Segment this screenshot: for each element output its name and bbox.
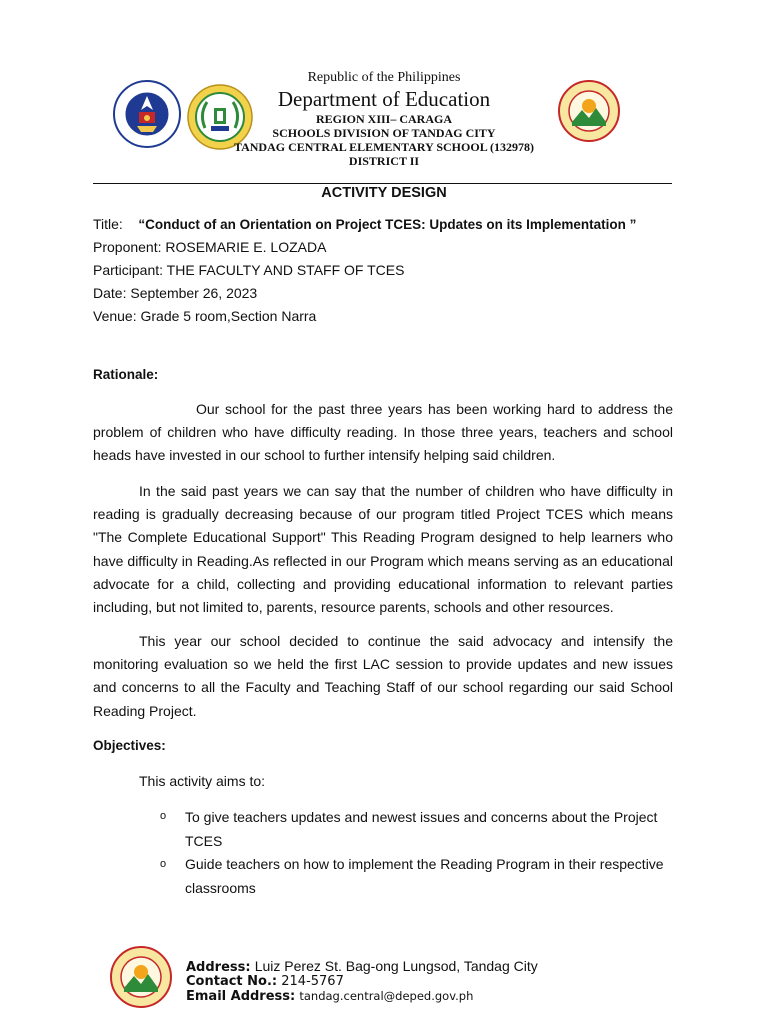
document-heading: ACTIVITY DESIGN	[321, 185, 447, 201]
email-label: Email Address:	[186, 989, 296, 1004]
list-item: Guide teachers on how to implement the Reading Program in their respective classrooms	[185, 856, 664, 896]
footer-contact	[186, 974, 344, 989]
footer-address	[186, 958, 538, 975]
header-district: DISTRICT II	[348, 154, 420, 168]
header-region: REGION XIII– CARAGA	[315, 112, 452, 126]
rationale-paragraph-1: Our school for the past three years has been working hard to address the problem of children who have difficulty reading. In those three years, teachers and school heads have invested in our school to further intensify helping said children.	[93, 401, 673, 464]
rationale-paragraph-2: In the said past years we can say that the number of children who have difficulty in reading is gradually decreasing because of our program titled Project TCES which means "The Complete Educational Support" This Reading Program designed to help learners who have difficulty in Reading.As reflected in our Program which means serving as an educational advocate for a child, collecting and providing educational information to relevant parties including, but not limited to, parents, resource parents, schools and other resources.	[93, 483, 673, 616]
title-label: Title:	[93, 216, 123, 232]
rationale-heading: Rationale:	[93, 367, 159, 382]
bullet-marker: o	[160, 810, 167, 822]
venue-line: Venue: Grade 5 room,Section Narra	[93, 308, 317, 324]
proponent-line: Proponent: ROSEMARIE E. LOZADA	[93, 239, 327, 255]
header-divider	[93, 183, 672, 184]
title-line	[93, 216, 636, 232]
rationale-paragraph-3: This year our school decided to continue the said advocacy and intensify the monitoring evaluation so we held the first LAC session to provide updates and new issues and concerns to all the Faculty and Teaching Staff of our school regarding our said School Reading Project.	[93, 633, 673, 719]
email-value[interactable]: tandag.central@deped.gov.ph	[299, 989, 474, 1003]
contact-value: 214-5767	[281, 974, 344, 989]
objectives-intro: This activity aims to:	[139, 773, 266, 789]
school-seal-icon	[110, 946, 172, 1008]
header-department: Department of Education	[277, 87, 491, 111]
objectives-heading: Objectives:	[93, 738, 166, 753]
list-item: To give teachers updates and newest issues and concerns about the Project TCES	[185, 809, 658, 849]
footer-email	[186, 989, 473, 1004]
address-value: Luiz Perez St. Bag-ong Lungsod, Tandag City	[254, 958, 538, 974]
title-value: “Conduct of an Orientation on Project TCES: Updates on its Implementation ”	[138, 217, 637, 232]
date-line: Date: September 26, 2023	[93, 285, 258, 301]
address-label: Address:	[186, 960, 251, 975]
header-republic: Republic of the Philippines	[307, 70, 461, 85]
contact-label: Contact No.:	[186, 974, 278, 989]
header-school: TANDAG CENTRAL ELEMENTARY SCHOOL (132978)	[233, 140, 535, 154]
header-division: SCHOOLS DIVISION OF TANDAG CITY	[272, 126, 496, 140]
bullet-marker: o	[160, 858, 167, 870]
participant-line: Participant: THE FACULTY AND STAFF OF TCES	[93, 262, 405, 278]
